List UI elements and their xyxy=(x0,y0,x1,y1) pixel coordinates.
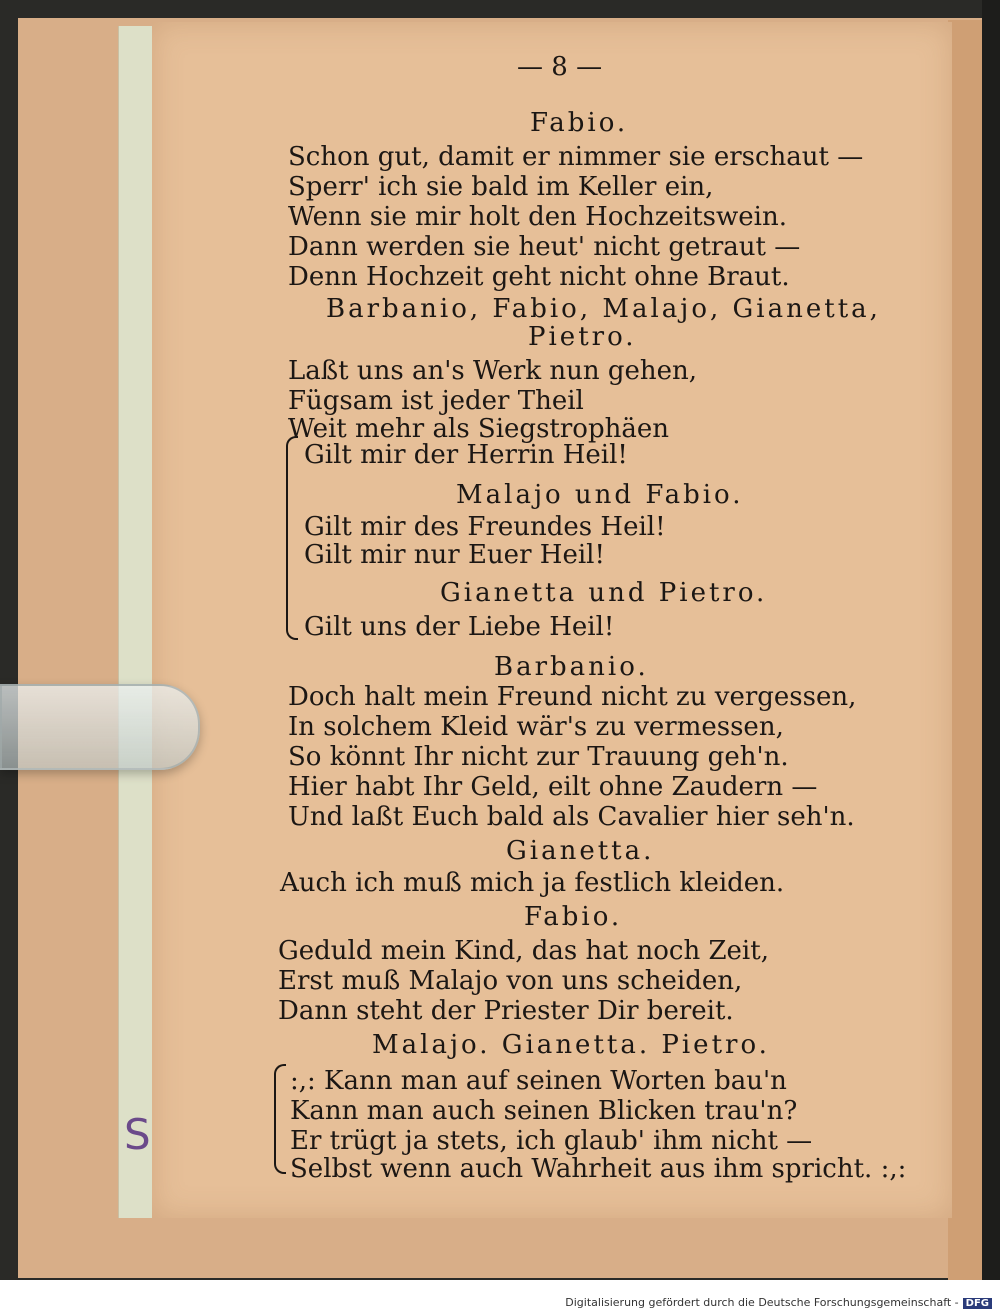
digitization-credit xyxy=(565,1296,992,1309)
verse-line: Weit mehr als Siegstrophäen xyxy=(288,414,669,444)
verse-line: Denn Hochzeit geht nicht ohne Braut. xyxy=(288,262,790,292)
verse-line: Kann man auch seinen Blicken trau'n? xyxy=(290,1096,798,1126)
speaker-heading: Malajo und Fabio. xyxy=(456,480,744,510)
verse-line: Gilt mir der Herrin Heil! xyxy=(304,440,628,470)
page-edge xyxy=(948,20,984,1286)
verse-line: Erst muß Malajo von uns scheiden, xyxy=(278,966,743,996)
verse-line: Wenn sie mir holt den Hochzeitswein. xyxy=(288,202,787,232)
library-stamp: S xyxy=(124,1110,151,1159)
verse-line: Laßt uns an's Werk nun gehen, xyxy=(288,356,698,386)
speaker-heading: Fabio. xyxy=(530,108,629,138)
verse-line: Auch ich muß mich ja festlich kleiden. xyxy=(280,868,785,898)
verse-line: In solchem Kleid wär's zu vermessen, xyxy=(288,712,784,742)
speaker-heading: Fabio. xyxy=(524,902,623,932)
speaker-heading: Gianetta. xyxy=(506,836,655,866)
speaker-heading: Malajo. Gianetta. Pietro. xyxy=(372,1030,770,1060)
speaker-heading: Gianetta und Pietro. xyxy=(440,578,768,608)
verse-line: :,: Kann man auf seinen Worten bau'n xyxy=(290,1066,787,1096)
verse-line: Er trügt ja stets, ich glaub' ihm nicht — xyxy=(290,1126,813,1156)
verse-line: Sperr' ich sie bald im Keller ein, xyxy=(288,172,714,202)
credit-text: Digitalisierung gefördert durch die Deutsche Forschungsgemeinschaft - xyxy=(565,1296,959,1309)
verse-line: Schon gut, damit er nimmer sie erschaut — xyxy=(288,142,864,172)
verse-line: Selbst wenn auch Wahrheit aus ihm spricht. :,: xyxy=(290,1154,907,1184)
verse-line: Geduld mein Kind, das hat noch Zeit, xyxy=(278,936,769,966)
ensemble-bracket xyxy=(286,436,298,640)
page-number: — 8 — xyxy=(517,52,603,82)
verse-line: Dann werden sie heut' nicht getraut — xyxy=(288,232,801,262)
speaker-heading: Barbanio, Fabio, Malajo, Gianetta, xyxy=(326,294,881,324)
verse-line: Und laßt Euch bald als Cavalier hier seh'n. xyxy=(288,802,855,832)
speaker-heading: Barbanio. xyxy=(494,652,649,682)
verse-line: So könnt Ihr nicht zur Trauung geh'n. xyxy=(288,742,789,772)
verse-line: Gilt mir nur Euer Heil! xyxy=(304,540,605,570)
verse-line: Dann steht der Priester Dir bereit. xyxy=(278,996,734,1026)
verse-line: Fügsam ist jeder Theil xyxy=(288,386,584,416)
page-holder-clip xyxy=(0,684,200,770)
dfg-logo: DFG xyxy=(963,1298,992,1309)
verse-line: Doch halt mein Freund nicht zu vergessen, xyxy=(288,682,857,712)
ensemble-bracket xyxy=(274,1064,286,1174)
scan-border xyxy=(982,0,1000,1314)
speaker-heading: Pietro. xyxy=(528,322,637,352)
verse-line: Gilt uns der Liebe Heil! xyxy=(304,612,615,642)
verse-line: Gilt mir des Freundes Heil! xyxy=(304,512,666,542)
verse-line: Hier habt Ihr Geld, eilt ohne Zaudern — xyxy=(288,772,818,802)
